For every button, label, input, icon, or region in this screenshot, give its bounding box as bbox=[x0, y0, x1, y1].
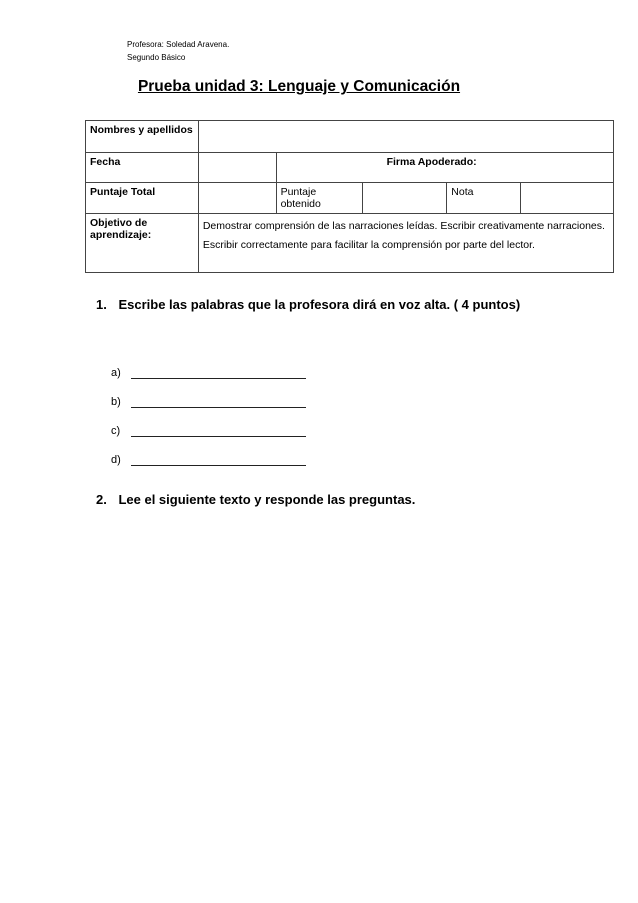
answer-row-b bbox=[111, 379, 306, 408]
document-header bbox=[127, 38, 229, 64]
total-score-field[interactable] bbox=[198, 183, 276, 214]
answer-letter: a) bbox=[111, 367, 121, 379]
answer-row-a bbox=[111, 350, 306, 379]
teacher-name: Profesora: Soledad Aravena. bbox=[127, 40, 230, 49]
question-number: 1. bbox=[96, 297, 107, 312]
names-field[interactable] bbox=[198, 121, 613, 153]
student-info-table bbox=[85, 120, 614, 273]
answer-line[interactable] bbox=[131, 395, 306, 408]
answer-letter: c) bbox=[111, 425, 121, 437]
question-text: Lee el siguiente texto y responde las preguntas. bbox=[118, 492, 416, 507]
grade-label: Nota bbox=[447, 183, 521, 214]
date-field[interactable] bbox=[198, 153, 276, 183]
objective-text: Demostrar comprensión de las narraciones leídas. Escribir creativamente narraciones. Escribir correctamente para facilitar la comprensión por parte del lector. bbox=[198, 214, 613, 273]
question-text: Escribe las palabras que la profesora dirá en voz alta. ( 4 puntos) bbox=[118, 297, 521, 312]
answer-line[interactable] bbox=[131, 366, 306, 379]
signature-label: Firma Apoderado: bbox=[276, 153, 613, 183]
obtained-score-label: Puntaje obtenido bbox=[276, 183, 363, 214]
answer-list bbox=[111, 350, 306, 466]
question-1 bbox=[96, 297, 520, 312]
grade-field[interactable] bbox=[521, 183, 614, 214]
page-title: Prueba unidad 3: Lenguaje y Comunicación bbox=[137, 78, 461, 95]
grade-level: Segundo Básico bbox=[127, 53, 186, 62]
answer-letter: d) bbox=[111, 454, 121, 466]
answer-row-d bbox=[111, 437, 306, 466]
question-2 bbox=[96, 492, 415, 507]
total-score-label: Puntaje Total bbox=[86, 183, 199, 214]
answer-letter: b) bbox=[111, 396, 121, 408]
date-label: Fecha bbox=[86, 153, 199, 183]
names-label: Nombres y apellidos bbox=[86, 121, 199, 153]
answer-line[interactable] bbox=[131, 424, 306, 437]
objective-label: Objetivo de aprendizaje: bbox=[86, 214, 199, 273]
answer-row-c bbox=[111, 408, 306, 437]
question-number: 2. bbox=[96, 492, 107, 507]
obtained-score-field[interactable] bbox=[363, 183, 447, 214]
answer-line[interactable] bbox=[131, 453, 306, 466]
